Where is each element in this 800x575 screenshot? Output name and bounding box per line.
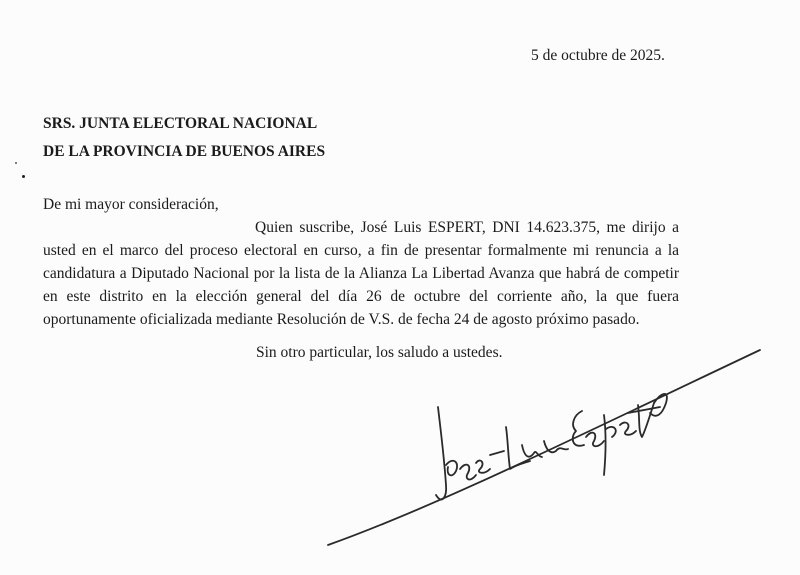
letter-date: 5 de octubre de 2025.: [531, 47, 665, 64]
paper-speck: [22, 175, 25, 178]
addressee-line-1: SRS. JUNTA ELECTORAL NACIONAL: [43, 115, 318, 132]
handwritten-signature: [320, 345, 780, 555]
addressee-block: [43, 110, 325, 166]
salutation: De mi mayor consideración,: [43, 196, 219, 213]
letter-body: Quien suscribe, José Luis ESPERT, DNI 14.623.375, me dirijo a usted en el marco del proceso electoral en curso, a fin de presentar formalmente mi renuncia a la candidatura a Diputado Nacional por la lista de la Alianza La Libertad Avanza que habrá de competir en este distrito en la elección general del día 26 de octubre del corriente año, la que fuera oportunamente oficializada mediante Resolución de V.S. de fecha 24 de agosto próximo pasado.: [43, 219, 679, 328]
addressee-line-2: DE LA PROVINCIA DE BUENOS AIRES: [43, 143, 326, 160]
paper-speck: [15, 162, 17, 164]
closing-line: Sin otro particular, los saludo a ustedes.: [256, 344, 503, 361]
